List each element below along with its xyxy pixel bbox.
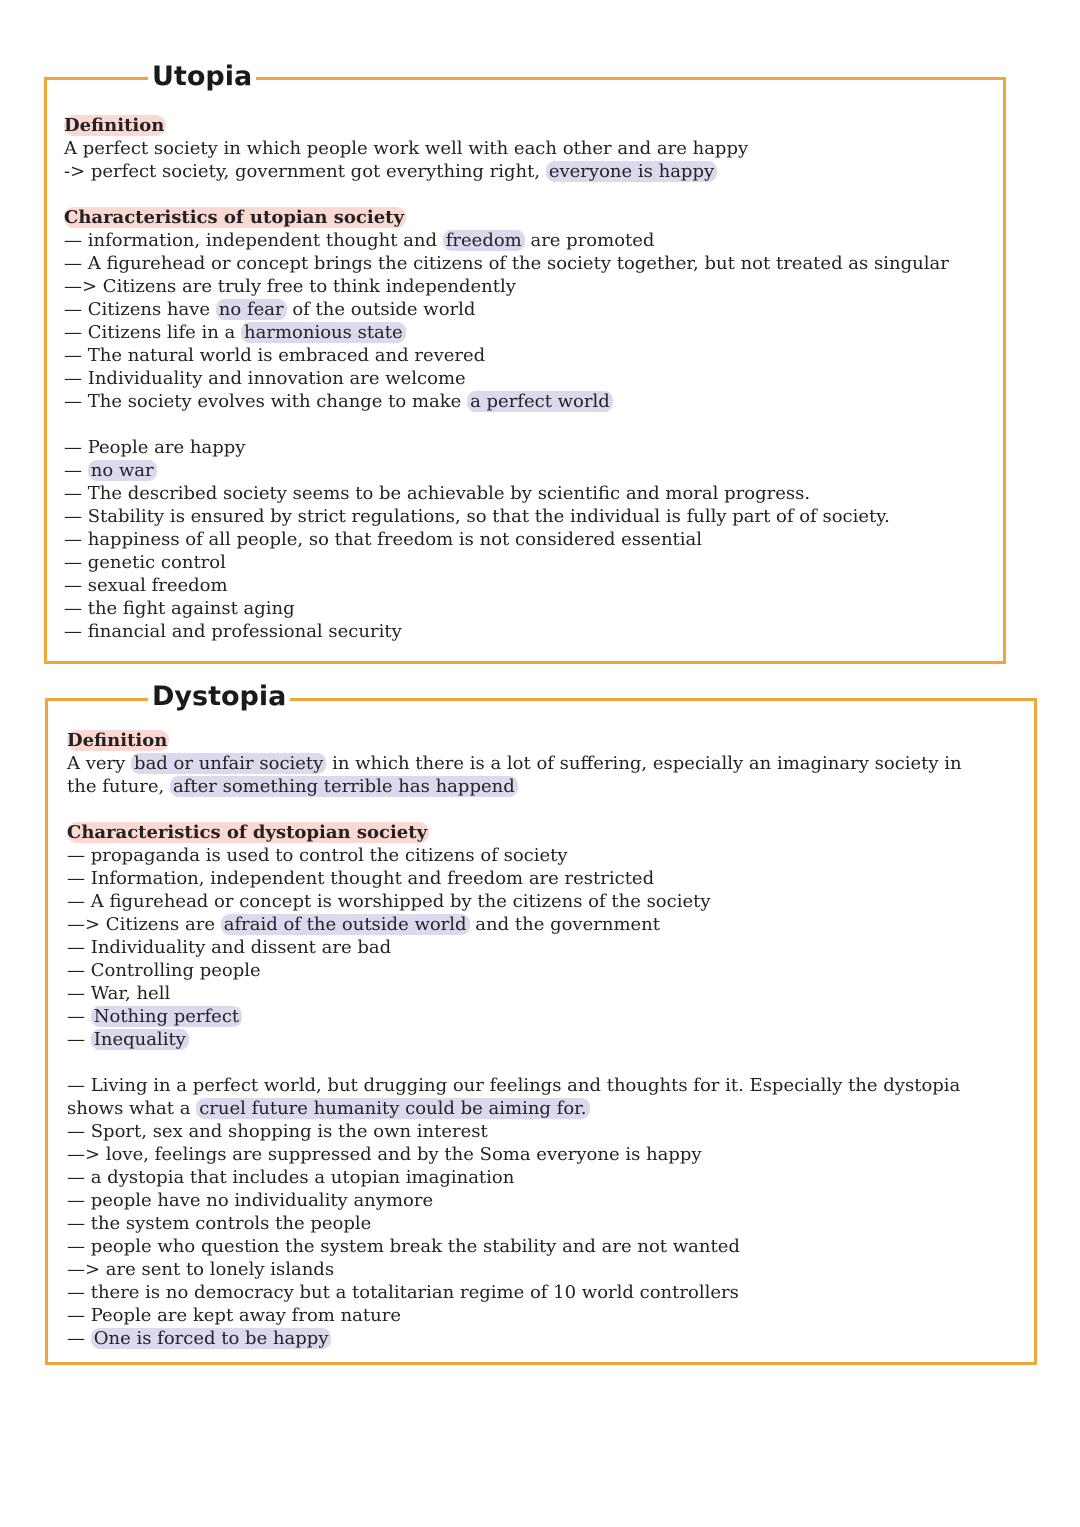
list-item: — Inequality (67, 1028, 962, 1051)
list-item: — The natural world is embraced and revered (64, 345, 486, 366)
list-item: — The described society seems to be achievable by scientific and moral progress. (64, 483, 811, 504)
dystopia-definition-line: the future, after something terrible has happend (67, 775, 962, 798)
list-item: —> love, feelings are suppressed and by the Soma everyone is happy (67, 1144, 702, 1165)
list-item: — there is no democracy but a totalitarian regime of 10 world controllers (67, 1282, 739, 1303)
list-item: — propaganda is used to control the citizens of society (67, 845, 568, 866)
list-item: — Individuality and dissent are bad (67, 937, 392, 958)
dystopia-characteristics-label: Characteristics of dystopian society (67, 822, 428, 843)
list-item: —> Citizens are afraid of the outside world and the government (67, 914, 660, 935)
utopia-heading: Utopia (148, 60, 256, 94)
list-item: — War, hell (67, 983, 171, 1004)
list-item: — Citizens life in a harmonious state (64, 321, 949, 344)
list-item: — information, independent thought and freedom are promoted (64, 230, 655, 251)
dystopia-heading: Dystopia (148, 680, 290, 714)
list-item: — a dystopia that includes a utopian imagination (67, 1167, 515, 1188)
list-item: — People are kept away from nature (67, 1305, 401, 1326)
list-item: — people who question the system break the stability and are not wanted (67, 1236, 740, 1257)
list-item: — Citizens have no fear of the outside world (64, 299, 476, 320)
list-item: — People are happy (64, 437, 246, 458)
list-item: — A figurehead or concept is worshipped by the citizens of the society (67, 891, 711, 912)
list-item: — Stability is ensured by strict regulations, so that the individual is fully part of of society. (64, 506, 890, 527)
utopia-definition-label: Definition (64, 115, 165, 136)
list-item: — financial and professional security (64, 621, 402, 642)
list-item: shows what a cruel future humanity could be aiming for. (67, 1097, 962, 1120)
list-item: — A figurehead or concept brings the citizens of the society together, but not treated as singular (64, 253, 949, 274)
list-item: — genetic control (64, 552, 226, 573)
utopia-characteristics-label: Characteristics of utopian society (64, 207, 404, 228)
list-item: — Information, independent thought and freedom are restricted (67, 868, 655, 889)
list-item: — sexual freedom (64, 575, 228, 596)
dystopia-definition-label: Definition (67, 730, 168, 751)
list-item: — Individuality and innovation are welcome (64, 368, 466, 389)
utopia-definition-line: A perfect society in which people work well with each other and are happy (64, 138, 749, 159)
list-item: — Controlling people (67, 960, 261, 981)
list-item: —> Citizens are truly free to think independently (64, 276, 516, 297)
utopia-content (64, 114, 949, 643)
list-item: — people have no individuality anymore (67, 1190, 434, 1211)
dystopia-definition-line: A very bad or unfair society in which there is a lot of suffering, especially an imaginary society in (67, 753, 962, 774)
list-item: — One is forced to be happy (67, 1327, 962, 1350)
list-item: — happiness of all people, so that freedom is not considered essential (64, 529, 703, 550)
list-item: — Nothing perfect (67, 1005, 962, 1028)
dystopia-content (67, 729, 962, 1350)
list-item: — The society evolves with change to make a perfect world (64, 390, 949, 413)
utopia-definition-line: -> perfect society, government got everything right, everyone is happy (64, 160, 949, 183)
list-item: — the system controls the people (67, 1213, 372, 1234)
list-item: — the fight against aging (64, 598, 295, 619)
list-item: —> are sent to lonely islands (67, 1259, 335, 1280)
list-item: — Living in a perfect world, but drugging our feelings and thoughts for it. Especially the dystopia (67, 1075, 961, 1096)
list-item: — no war (64, 459, 949, 482)
list-item: — Sport, sex and shopping is the own interest (67, 1121, 488, 1142)
